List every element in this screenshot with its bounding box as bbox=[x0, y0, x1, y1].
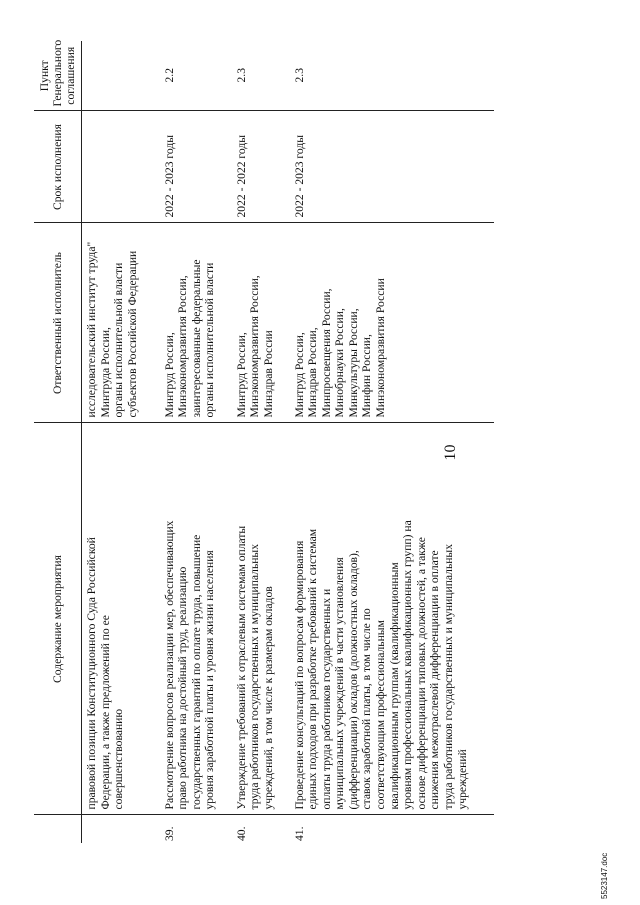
row-content-line: квалификационным группам (квалификационным bbox=[387, 562, 401, 810]
row-number: 40. bbox=[234, 826, 248, 841]
header-point: Пункт Генерального соглашения bbox=[34, 41, 82, 111]
row-content bbox=[82, 423, 160, 815]
row-content-line: учреждений bbox=[455, 749, 469, 810]
row-content-line: уровням профессиональных квалификационных групп) на bbox=[401, 520, 415, 810]
header-num bbox=[34, 815, 82, 843]
row-content-line: правовой позиции Конституционного Суда Российской bbox=[85, 537, 98, 810]
table-row bbox=[290, 41, 494, 843]
row-responsible-line: Минтруд России, bbox=[234, 332, 248, 418]
row-content-line: Федерации, а также предложений по ее bbox=[98, 615, 112, 810]
row-responsible-line: Минтруд России, bbox=[162, 332, 176, 418]
table-row bbox=[160, 41, 232, 843]
row-term bbox=[82, 111, 160, 223]
table-body bbox=[82, 41, 494, 843]
row-content-line: совершенствованию bbox=[112, 708, 126, 810]
row-term bbox=[232, 111, 290, 223]
row-content bbox=[232, 423, 290, 815]
row-content-line: уровня заработной платы и уровня жизни населения bbox=[203, 550, 217, 810]
row-number: 39. bbox=[162, 826, 176, 841]
row-responsible-line: исследовательский институт труда" bbox=[85, 241, 98, 418]
row-responsible-line: Минэкономразвития России, bbox=[248, 275, 262, 418]
row-content-line: основе дифференциации типовых должностей, а также bbox=[414, 537, 428, 810]
row-responsible-line: органы исполнительной власти bbox=[112, 262, 126, 418]
row-point: 2.3 bbox=[232, 41, 290, 111]
header-term: Срок исполнения bbox=[34, 111, 82, 223]
row-content-line: Рассмотрение вопросов реализации мер, обеспечивающих bbox=[162, 520, 176, 810]
row-content bbox=[160, 423, 232, 815]
row-content-line: оплаты труда работников государственных и bbox=[319, 588, 333, 810]
table-row bbox=[232, 41, 290, 843]
header-row bbox=[34, 41, 82, 843]
row-term bbox=[290, 111, 494, 223]
row-point: 2.3 bbox=[290, 41, 494, 111]
row-responsible-line: Минкультуры России, bbox=[346, 308, 360, 418]
row-responsible-line: Минздрав России bbox=[261, 330, 275, 418]
row-responsible bbox=[232, 223, 290, 423]
row-responsible-line: органы исполнительной власти bbox=[203, 262, 217, 418]
row-content-line: муниципальных учреждений в части установления bbox=[333, 557, 347, 810]
row-content-line: государственных гарантий по оплате труда, повышение bbox=[189, 534, 203, 810]
page-number: 10 bbox=[442, 444, 459, 461]
row-responsible-line: Минтруд России, bbox=[292, 332, 306, 418]
row-responsible-line: Минобрнауки России, bbox=[333, 308, 347, 418]
row-content-line: ставок заработной платы, в том числе по bbox=[360, 608, 374, 810]
row-responsible-line: Минэкономразвития России, bbox=[176, 275, 190, 418]
row-content bbox=[290, 423, 494, 815]
row-responsible bbox=[290, 223, 494, 423]
row-responsible-line: заинтересованные федеральные bbox=[189, 259, 203, 418]
row-content-line: Утверждение требований к отраслевым системам оплаты bbox=[234, 525, 248, 810]
row-term-line: 2022 - 2022 годы bbox=[234, 134, 248, 218]
row-content-line: единых подходов при разработке требований к системам bbox=[306, 528, 320, 810]
footer-filename: 5523147.doc bbox=[600, 852, 609, 899]
row-point bbox=[82, 41, 160, 111]
row-term-line: 2022 - 2023 годы bbox=[162, 134, 176, 218]
row-responsible-line: Минздрав России, bbox=[306, 327, 320, 418]
measures-table bbox=[34, 41, 494, 843]
row-responsible-line: Минпросвещения России, bbox=[319, 288, 333, 418]
row-content-line: учреждений, в том числе к размерам окладов bbox=[261, 586, 275, 810]
header-responsible: Ответственный исполнитель bbox=[34, 223, 82, 423]
row-responsible bbox=[160, 223, 232, 423]
row-responsible-line: Минэкономразвития России bbox=[374, 278, 388, 418]
row-number bbox=[82, 815, 160, 843]
row-number: 41. bbox=[292, 826, 306, 841]
row-term-line: 2022 - 2023 годы bbox=[292, 134, 306, 218]
row-responsible bbox=[82, 223, 160, 423]
row-content-line: снижения межотраслевой дифференциации в оплате bbox=[428, 550, 442, 810]
header-content: Содержание мероприятия bbox=[34, 423, 82, 815]
row-responsible-line: субъектов Российской Федерации bbox=[125, 250, 139, 418]
table-row bbox=[82, 41, 160, 843]
row-responsible-line: Минтруда России, bbox=[98, 327, 112, 418]
row-responsible-line: Минфин России, bbox=[360, 334, 374, 418]
row-term bbox=[160, 111, 232, 223]
row-content-line: Проведение консультаций по вопросам формирования bbox=[292, 540, 306, 810]
row-content-line: (дифференциации) окладов (должностных окладов), bbox=[346, 550, 360, 810]
row-content-line: труда работников государственных и муниципальных bbox=[442, 543, 456, 810]
row-content-line: соответствующим профессиональным bbox=[374, 620, 388, 810]
row-content-line: труда работников государственных и муниципальных bbox=[248, 543, 262, 810]
row-content-line: право работника на достойный труд, реализацию bbox=[176, 566, 190, 810]
row-point: 2.2 bbox=[160, 41, 232, 111]
